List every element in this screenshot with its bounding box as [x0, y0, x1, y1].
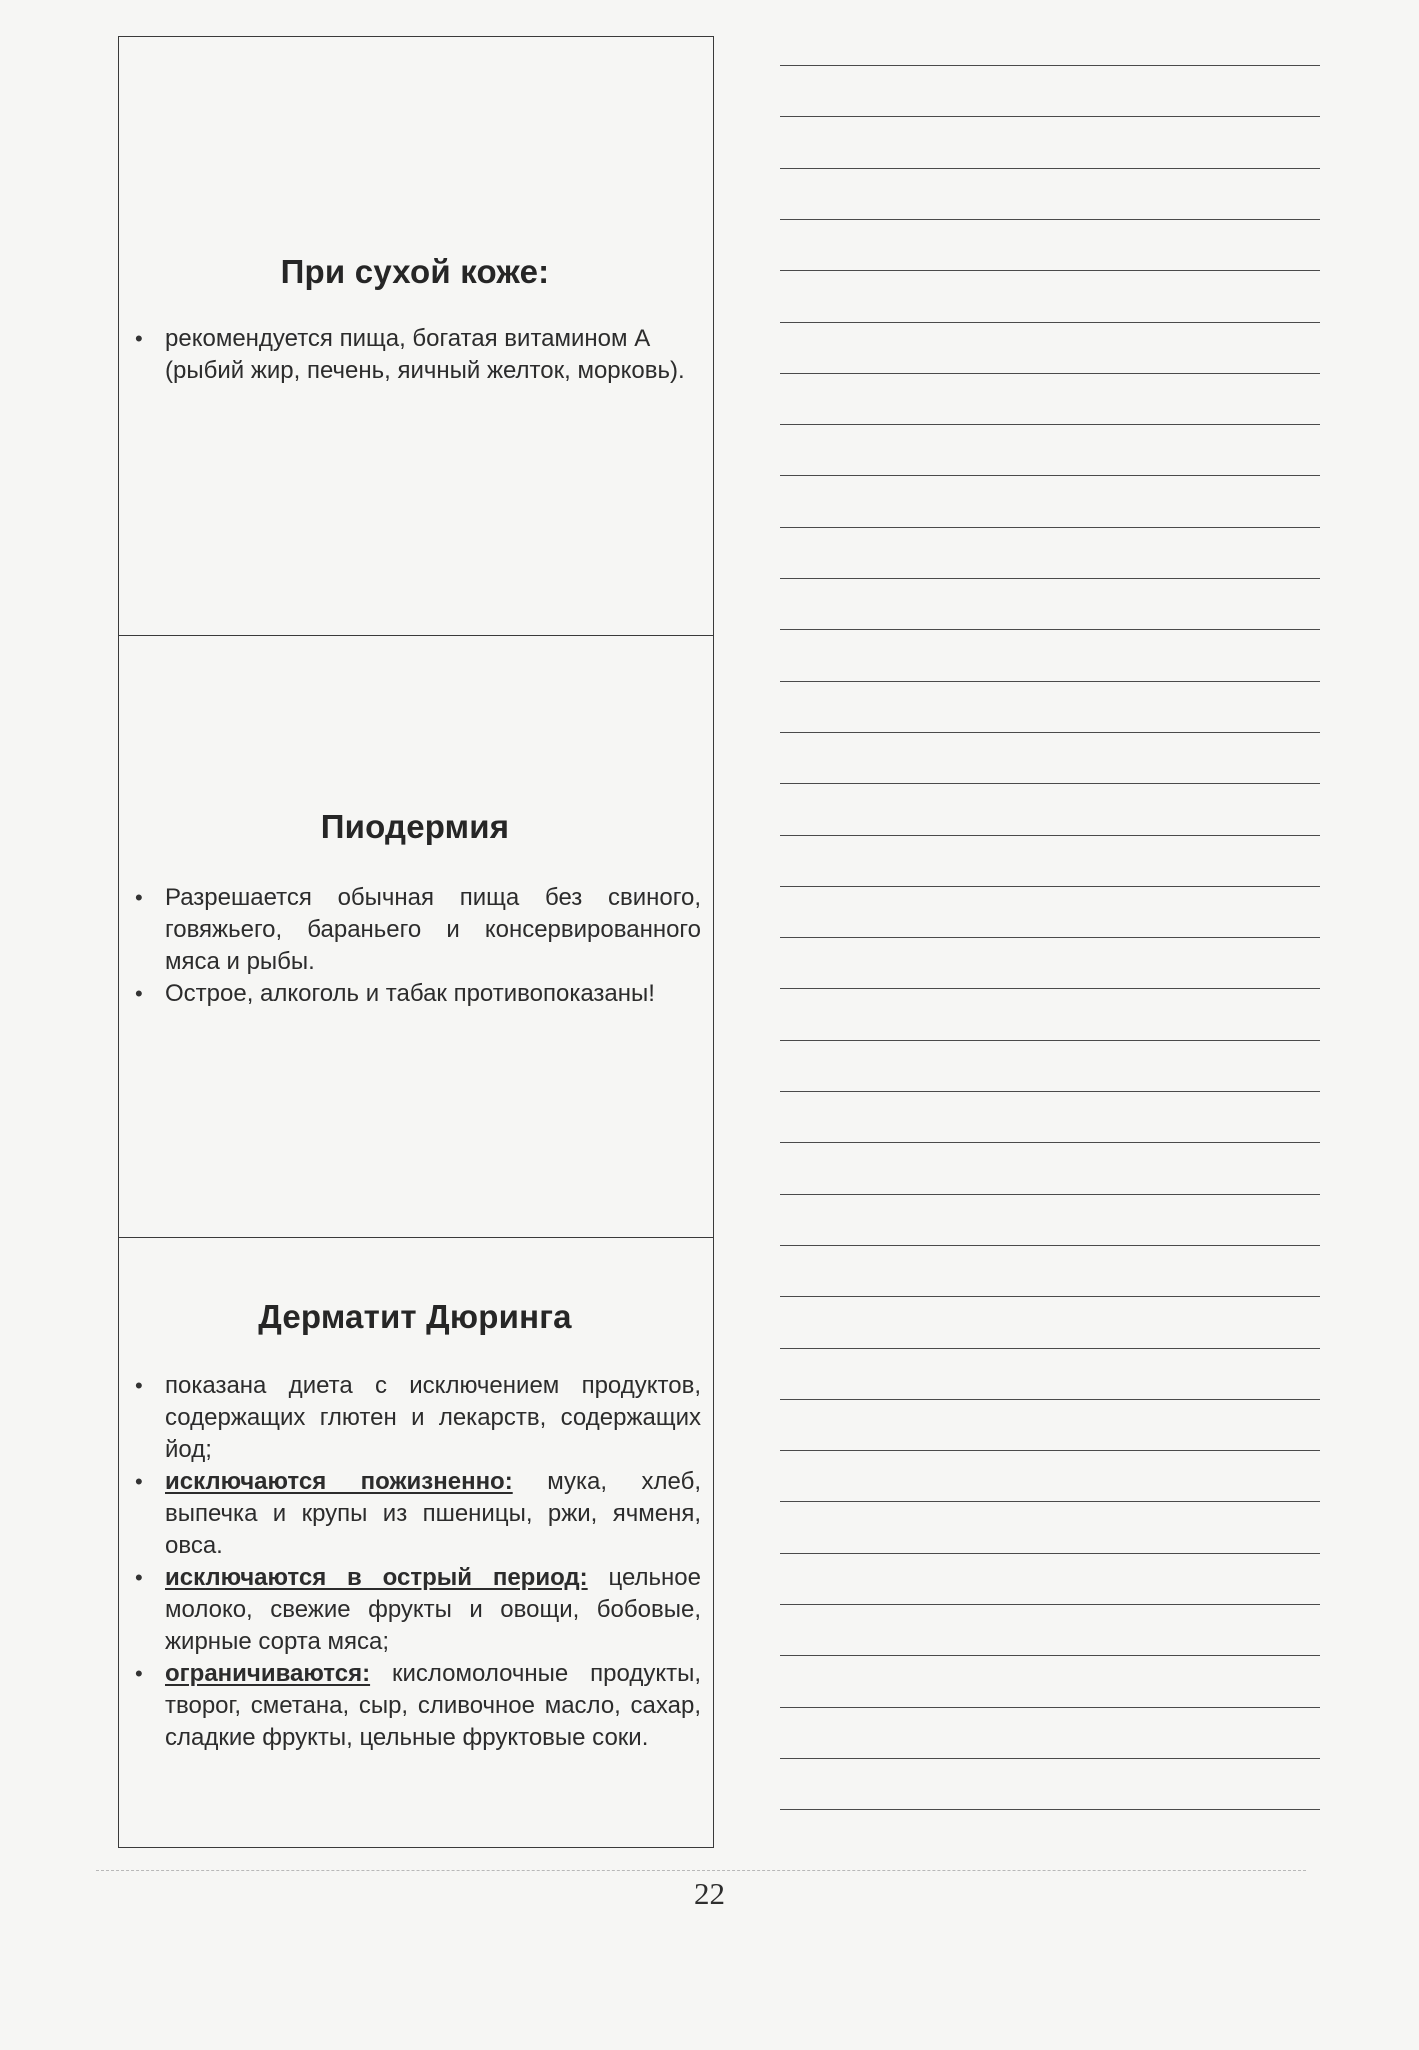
item-text: Разрешается обычная пища без свиного, говяжьего, бараньего и консервированного мяса и рыбы.	[165, 884, 701, 975]
list-item	[129, 1562, 701, 1658]
note-line	[780, 629, 1320, 630]
note-line	[780, 1194, 1320, 1195]
list-item	[129, 882, 701, 978]
note-line	[780, 1245, 1320, 1246]
section-dry-skin	[119, 37, 713, 636]
section-title: Дерматит Дюринга	[258, 1298, 572, 1335]
note-line	[780, 578, 1320, 579]
note-line	[780, 424, 1320, 425]
section-title: Пиодермия	[320, 808, 510, 845]
note-line	[780, 732, 1320, 733]
note-line	[780, 1450, 1320, 1451]
bullet-list	[129, 323, 701, 387]
note-line	[780, 783, 1320, 784]
item-text: кисломолочные продукты, творог, сметана, сыр, сливочное масло, сахар, сладкие фрукты, цельные фруктовые соки.	[165, 1660, 701, 1751]
note-line	[780, 1399, 1320, 1400]
item-text: показана диета с исключением продуктов, содержащих глютен и лекарств, содержащих йод;	[165, 1372, 701, 1463]
item-lead: ограничиваются:	[165, 1660, 371, 1687]
note-line	[780, 1604, 1320, 1605]
note-line	[780, 527, 1320, 528]
item-text: мука, хлеб, выпечка и крупы из пшеницы, ржи, ячменя, овса.	[165, 1468, 701, 1559]
item-lead: исключаются в острый период:	[165, 1564, 588, 1591]
section-title: При сухой коже:	[280, 253, 550, 290]
note-line	[780, 1655, 1320, 1656]
diet-notes-panel	[118, 36, 714, 1848]
note-line	[780, 1758, 1320, 1759]
note-line	[780, 937, 1320, 938]
note-line	[780, 1091, 1320, 1092]
list-item	[129, 978, 701, 1010]
note-line	[780, 1348, 1320, 1349]
note-line	[780, 1501, 1320, 1502]
note-line	[780, 988, 1320, 989]
bullet-list	[129, 1370, 701, 1754]
list-item	[129, 323, 701, 387]
item-text: Острое, алкоголь и табак противопоказаны!	[165, 980, 655, 1007]
section-duhring-dermatitis	[119, 1238, 713, 1847]
note-line	[780, 475, 1320, 476]
item-lead: исключаются пожизненно:	[165, 1468, 513, 1495]
note-line	[780, 219, 1320, 220]
list-item	[129, 1466, 701, 1562]
note-line	[780, 1707, 1320, 1708]
note-line	[780, 1142, 1320, 1143]
note-line	[780, 65, 1320, 66]
note-line	[780, 270, 1320, 271]
note-line	[780, 116, 1320, 117]
footer-divider	[96, 1870, 1306, 1871]
item-text: цельное молоко, свежие фрукты и овощи, бобовые, жирные сорта мяса;	[165, 1564, 701, 1655]
note-line	[780, 835, 1320, 836]
page-number: 22	[694, 1876, 725, 1911]
note-line	[780, 168, 1320, 169]
note-line	[780, 1809, 1320, 1810]
note-line	[780, 1553, 1320, 1554]
notes-ruled-lines	[780, 0, 1320, 1860]
list-item	[129, 1370, 701, 1466]
note-line	[780, 681, 1320, 682]
section-pyoderma	[119, 636, 713, 1238]
note-line	[780, 886, 1320, 887]
note-line	[780, 1040, 1320, 1041]
note-line	[780, 373, 1320, 374]
note-line	[780, 1296, 1320, 1297]
list-item	[129, 1658, 701, 1754]
item-text: рекомендуется пища, богатая витамином А (рыбий жир, печень, яичный желток, морковь).	[165, 325, 685, 384]
note-line	[780, 322, 1320, 323]
bullet-list	[129, 882, 701, 1010]
